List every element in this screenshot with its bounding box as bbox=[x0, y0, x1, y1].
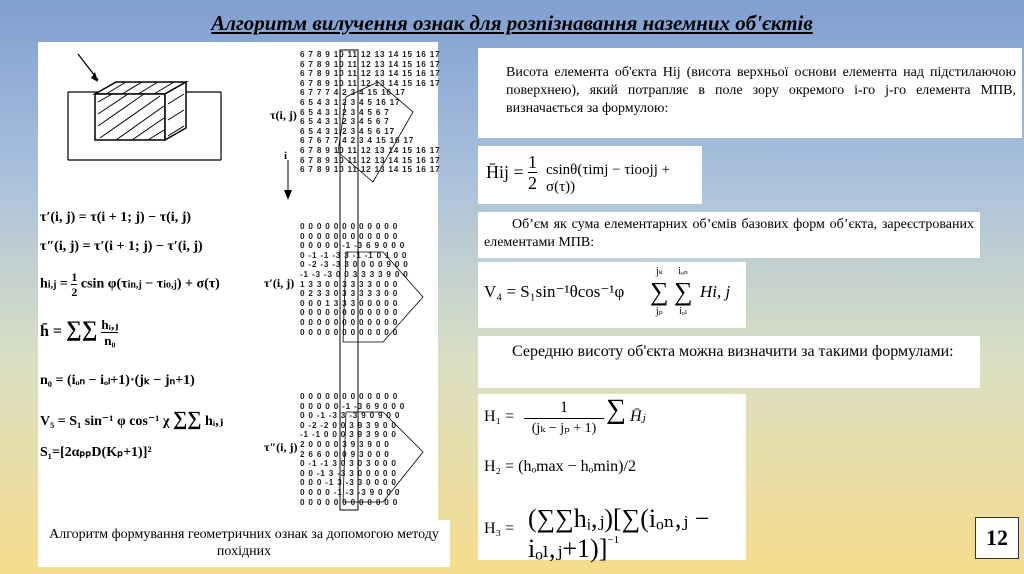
label-tau: τ(i, j) bbox=[270, 108, 297, 122]
matrix-row: 0 0 0 0 0 -1 -3 6 9 0 0 0 bbox=[300, 241, 406, 251]
label-tau-prime: τ′(i, j) bbox=[264, 276, 295, 290]
matrix-row: 0 0 0 1 3 3 3 0 0 0 0 0 bbox=[300, 298, 399, 308]
matrix-row: 0 -1 -1 -3 3 -1 -1 0 1 0 0 bbox=[300, 250, 408, 260]
formula-mean-height: h̄ = ∑∑ $\frac{\text{hᵢ,ⱼ}}{\text{n₀}}$ bbox=[40, 316, 119, 348]
left-figure-panel bbox=[38, 42, 441, 520]
matrix-row: 6 7 8 9 10 11 12 13 14 15 16 17 bbox=[300, 145, 441, 155]
matrix-row: 0 0 0 0 0 0 0 0 0 0 0 0 bbox=[300, 231, 399, 241]
matrix-row: 6 7 6 7 7 4 2 3 4 15 16 17 bbox=[300, 136, 415, 146]
matrix-row: 0 0 0 0 0 0 0 0 0 0 0 0 bbox=[300, 317, 399, 327]
formula-first-derivative: τ′(i, j) = τ(i + 1; j) − τ(i, j) bbox=[40, 210, 192, 225]
page-number: 12 bbox=[975, 517, 1019, 559]
matrix-row: 6 7 8 9 10 11 12 13 14 15 16 17 bbox=[300, 155, 441, 165]
figure-caption: Алгоритм формування геометричних ознак за допомогою методу похідних bbox=[38, 520, 450, 567]
matrix-row: 6 7 8 9 10 11 12 13 14 15 16 17 bbox=[300, 50, 441, 59]
formula-height-h-ij: H̄ij = 1 2 csinθ(τimj − τioojj + σ(τ)) bbox=[478, 146, 702, 204]
matrix-row: 0 -1 -1 3 0 3 0 3 0 0 0 bbox=[300, 459, 397, 469]
matrix-row: 1 3 3 0 0 3 3 3 3 0 0 0 bbox=[300, 279, 399, 289]
matrix-row: 0 0 0 0 0 -1 -3 6 9 0 0 0 bbox=[300, 401, 406, 411]
matrix-row: 0 0 0 -1 3 -3 3 0 0 0 0 bbox=[300, 478, 397, 488]
formula-mean-heights-block: H₁ = 1 (jₖ − jₚ + 1) ∑ H̄ⱼ H₂ = (hₒmax − hₒmin)/2 H₃ = (∑∑hᵢ,ⱼ)[∑(iₒₙ,ⱼ − iₒₗ,ⱼ+1)]$^{-1}$ bbox=[478, 394, 746, 560]
formula-v5: V₅ = S₁ sin⁻¹ φ cos⁻¹ χ ∑∑ hᵢ,ⱼ bbox=[40, 408, 224, 430]
matrix-row: 0 0 -1 3 -3 3 0 0 0 0 0 bbox=[300, 468, 397, 478]
matrix-row: 0 0 0 0 0 0 0 0 0 0 0 0 bbox=[300, 327, 399, 337]
text-mean-height: Середню висоту об'єкта можна визначити за такими формулами: bbox=[478, 336, 980, 388]
matrix-row: 0 0 0 0 0 0 0 0 0 0 0 0 bbox=[300, 308, 399, 318]
matrix-row: 0 2 3 3 0 3 3 3 3 3 0 0 bbox=[300, 289, 399, 299]
matrix-row: -1 -3 -3 0 0 3 3 3 3 9 0 0 bbox=[300, 269, 409, 279]
matrix-row: 6 7 8 9 10 11 12 13 14 15 16 17 bbox=[300, 59, 441, 69]
page-title: Алгоритм вилучення ознак для розпізнавання наземних об'єктів bbox=[211, 11, 813, 35]
label-i: i bbox=[284, 150, 288, 162]
matrix-row: 0 0 0 0 0 0 0 0 0 0 0 0 bbox=[300, 222, 399, 231]
matrix-row: 2 0 0 0 0 3 9 3 9 0 0 bbox=[300, 439, 390, 449]
matrix-row: 6 5 4 3 1 2 3 4 5 6 7 bbox=[300, 117, 390, 127]
formula-volume-v4: V₄ = S₁sin⁻¹θcos⁻¹φ jₖ ∑ jₚ iₒₙ ∑ iₒₗ Hi, j bbox=[478, 262, 746, 328]
matrix-row: 0 0 0 0 0 0 0 0 0 0 0 0 bbox=[300, 497, 399, 507]
matrix-row: 0 -2 -3 -3 3 0 0 0 0 9 0 0 bbox=[300, 260, 409, 270]
matrix-row: 0 0 0 0 0 0 0 0 0 0 0 0 bbox=[300, 392, 399, 401]
formula-second-derivative: τ″(i, j) = τ′(i + 1; j) − τ′(i, j) bbox=[40, 239, 203, 254]
text-height-definition: Висота елемента об'єкта Hij (висота верхньої основи елемента над підстилаючою поверхнею), який потрапляє в поле зору окремого i-го j-го елемента МПВ, визначається за формулою: bbox=[478, 48, 1022, 138]
matrix-row: 6 7 7 7 4 2 3 4 15 16 17 bbox=[300, 88, 406, 98]
label-tau-double-prime: τ″(i, j) bbox=[264, 440, 298, 454]
matrix-row: 6 7 8 9 10 11 12 13 14 15 16 17 bbox=[300, 78, 441, 88]
3d-object-sketch bbox=[38, 42, 238, 192]
matrix-outline-overlay bbox=[288, 42, 441, 520]
matrix-row: 0 -2 -2 0 0 3 9 3 9 0 0 bbox=[300, 420, 397, 430]
formula-s1: S₁=[2αₚₚD(Kₚ+1)]² bbox=[40, 445, 152, 460]
matrix-row: 0 0 0 0 -1 -3 -3 9 0 0 0 bbox=[300, 487, 401, 497]
matrix-row: 6 5 4 3 1 2 3 4 5 16 17 bbox=[300, 97, 401, 107]
formula-n0: n₀ = (iₒₙ − iₒₗ+1)·(jₖ − jₙ+1) bbox=[40, 373, 195, 388]
matrix-row: 6 7 8 9 10 11 12 13 14 15 16 17 bbox=[300, 165, 441, 175]
formula-height: hi,j = $\frac{1}{2}$ csin φ(τin,j − τio,j) + σ(τ) bbox=[40, 270, 220, 299]
text-volume-definition: Об’єм як сума елементарних об’ємів базових форм об’єкта, зареєстрованих елементами МПВ: bbox=[478, 212, 980, 258]
matrix-row: 6 7 8 9 10 11 12 13 14 15 16 17 bbox=[300, 69, 441, 79]
matrix-row: -1 -1 0 0 0 3 9 3 9 0 0 bbox=[300, 430, 397, 440]
matrix-row: 6 5 4 3 1 2 3 4 5 6 17 bbox=[300, 126, 395, 136]
matrix-row: 2 6 6 0 0 0 9 3 0 0 0 bbox=[300, 449, 390, 459]
matrix-row: 0 0 -1 -3 3 -3 9 0 9 0 0 bbox=[300, 411, 401, 421]
matrix-row: 6 5 4 3 1 2 3 4 5 6 7 bbox=[300, 107, 390, 117]
